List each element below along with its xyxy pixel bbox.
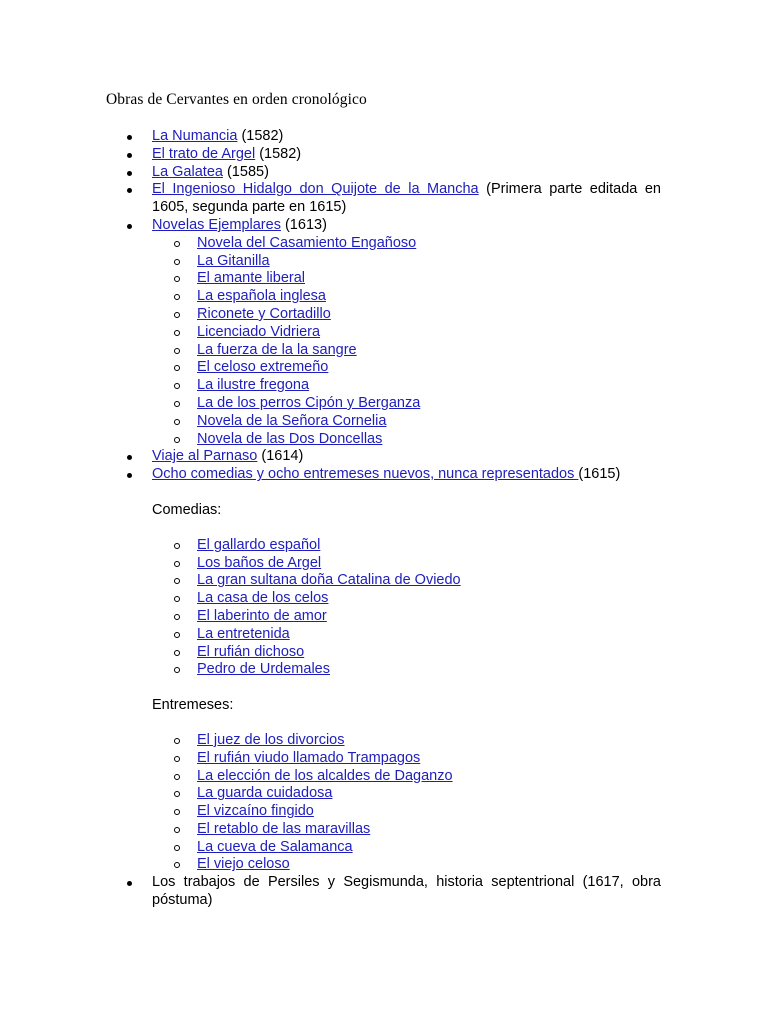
sublist-item: [152, 732, 661, 750]
bullet-icon: [127, 135, 132, 140]
work-link[interactable]: La Galatea: [152, 163, 223, 180]
sublist-item: [152, 270, 661, 288]
work-year: (1585): [222, 163, 269, 180]
circle-bullet-icon: [174, 596, 180, 602]
circle-bullet-icon: [174, 348, 180, 354]
sublist-item: [152, 750, 661, 768]
circle-bullet-icon: [174, 259, 180, 265]
circle-bullet-icon: [174, 809, 180, 815]
sub-work-link[interactable]: Licenciado Vidriera: [197, 323, 321, 340]
entremeses-label: Entremeses:: [152, 697, 234, 714]
sub-work-link[interactable]: Riconete y Cortadillo: [197, 305, 331, 322]
bullet-icon: [127, 188, 132, 193]
work-year: (1613): [280, 216, 327, 233]
sublist-item: [152, 359, 661, 377]
work-link[interactable]: El trato de Argel: [152, 145, 256, 162]
sublist-item: [152, 395, 661, 413]
sublist-item: [152, 785, 661, 803]
circle-bullet-icon: [174, 578, 180, 584]
comedias-sublist: [152, 537, 661, 679]
circle-bullet-icon: [174, 667, 180, 673]
sub-work-link[interactable]: El amante liberal: [197, 270, 305, 287]
work-year: (1582): [255, 145, 302, 162]
sub-work-link[interactable]: La española inglesa: [197, 288, 326, 305]
sublist-item: [152, 590, 661, 608]
sublist-item: [152, 856, 661, 874]
list-item: [0, 128, 768, 146]
circle-bullet-icon: [174, 276, 180, 282]
sublist-item: [152, 288, 661, 306]
comedias-label: Comedias:: [152, 501, 222, 518]
work-link[interactable]: Viaje al Parnaso: [152, 448, 258, 465]
list-item: [0, 466, 768, 874]
sub-work-link[interactable]: La guarda cuidadosa: [197, 785, 333, 802]
circle-bullet-icon: [174, 827, 180, 833]
circle-bullet-icon: [174, 294, 180, 300]
sub-work-link[interactable]: El laberinto de amor: [197, 607, 327, 624]
work-year: (Primera parte editada en 1605, segunda parte en 1615): [152, 181, 661, 216]
work-year: (1614): [257, 448, 304, 465]
sub-work-link[interactable]: La casa de los celos: [197, 590, 329, 607]
list-item: [0, 181, 768, 217]
circle-bullet-icon: [174, 862, 180, 868]
work-link[interactable]: Ocho comedias y ocho entremeses nuevos, nunca representados: [152, 466, 579, 483]
bullet-icon: [127, 455, 132, 460]
sub-work-link[interactable]: La de los perros Cipón y Berganza: [197, 394, 421, 411]
sub-work-link[interactable]: La entretenida: [197, 625, 290, 642]
bullet-icon: [127, 473, 132, 478]
sublist-item: [152, 661, 661, 679]
work-link[interactable]: Novelas Ejemplares: [152, 216, 281, 233]
sublist-item: [152, 608, 661, 626]
sublist-item: [152, 377, 661, 395]
sublist-item: [152, 803, 661, 821]
circle-bullet-icon: [174, 756, 180, 762]
sub-work-link[interactable]: El gallardo español: [197, 536, 321, 553]
sublist-item: [152, 626, 661, 644]
circle-bullet-icon: [174, 614, 180, 620]
sub-work-link[interactable]: Novela del Casamiento Engañoso: [197, 234, 417, 251]
sublist-item: [152, 306, 661, 324]
circle-bullet-icon: [174, 632, 180, 638]
list-item: [0, 874, 768, 910]
circle-bullet-icon: [174, 791, 180, 797]
sub-work-link[interactable]: Pedro de Urdemales: [197, 661, 330, 678]
bullet-icon: [127, 153, 132, 158]
list-item: [0, 217, 768, 448]
circle-bullet-icon: [174, 241, 180, 247]
circle-bullet-icon: [174, 330, 180, 336]
sub-work-link[interactable]: El retablo de las maravillas: [197, 820, 371, 837]
circle-bullet-icon: [174, 437, 180, 443]
work-year: (1615): [578, 466, 621, 483]
sublist-item: [152, 644, 661, 662]
sublist-item: [152, 768, 661, 786]
circle-bullet-icon: [174, 419, 180, 425]
sublist-item: [152, 572, 661, 590]
circle-bullet-icon: [174, 774, 180, 780]
sublist-item: [152, 821, 661, 839]
sublist-item: [152, 342, 661, 360]
sub-work-link[interactable]: El rufián viudo llamado Trampagos: [197, 749, 421, 766]
page-title: Obras de Cervantes en orden cronológico: [106, 91, 367, 108]
sublist-item: [152, 839, 661, 857]
sub-work-link[interactable]: La gran sultana doña Catalina de Oviedo: [197, 572, 461, 589]
sub-work-link[interactable]: El rufián dichoso: [197, 643, 305, 660]
sublist-item: [152, 413, 661, 431]
works-list: [0, 128, 768, 910]
circle-bullet-icon: [174, 312, 180, 318]
bullet-icon: [127, 881, 132, 886]
sub-work-link[interactable]: La elección de los alcaldes de Daganzo: [197, 767, 453, 784]
circle-bullet-icon: [174, 738, 180, 744]
sublist-item: [152, 537, 661, 555]
entremeses-sublist: [152, 732, 661, 874]
list-item: [0, 448, 768, 466]
sub-work-link[interactable]: Novela de las Dos Doncellas: [197, 430, 383, 447]
sublist-item: [152, 253, 661, 271]
sub-work-link[interactable]: Los baños de Argel: [197, 554, 322, 571]
sub-work-link[interactable]: El juez de los divorcios: [197, 731, 345, 748]
circle-bullet-icon: [174, 543, 180, 549]
bullet-icon: [127, 224, 132, 229]
work-link[interactable]: La Numancia: [152, 128, 238, 144]
circle-bullet-icon: [174, 383, 180, 389]
sublist-item: [152, 324, 661, 342]
circle-bullet-icon: [174, 650, 180, 656]
work-text: Los trabajos de Persiles y Segismunda, historia septentrional (1617, obra póstuma): [152, 874, 661, 909]
sub-work-link[interactable]: Novela de la Señora Cornelia: [197, 412, 387, 429]
sub-work-link[interactable]: La Gitanilla: [197, 252, 270, 269]
sublist-item: [152, 555, 661, 573]
circle-bullet-icon: [174, 365, 180, 371]
list-item: [0, 146, 768, 164]
sub-work-link[interactable]: La fuerza de la la sangre: [197, 341, 357, 358]
list-item: [0, 164, 768, 182]
work-year: (1582): [237, 128, 284, 144]
sub-work-link[interactable]: La ilustre fregona: [197, 377, 310, 394]
sublist-item: [152, 431, 661, 449]
novelas-sublist: [152, 235, 661, 449]
circle-bullet-icon: [174, 401, 180, 407]
sub-work-link[interactable]: El celoso extremeño: [197, 359, 329, 376]
sub-work-link[interactable]: El viejo celoso: [197, 856, 290, 873]
sub-work-link[interactable]: El vizcaíno fingido: [197, 803, 314, 820]
bullet-icon: [127, 171, 132, 176]
sublist-item: [152, 235, 661, 253]
work-link[interactable]: El Ingenioso Hidalgo don Quijote de la Mancha: [152, 181, 479, 198]
circle-bullet-icon: [174, 845, 180, 851]
circle-bullet-icon: [174, 561, 180, 567]
sub-work-link[interactable]: La cueva de Salamanca: [197, 838, 353, 855]
